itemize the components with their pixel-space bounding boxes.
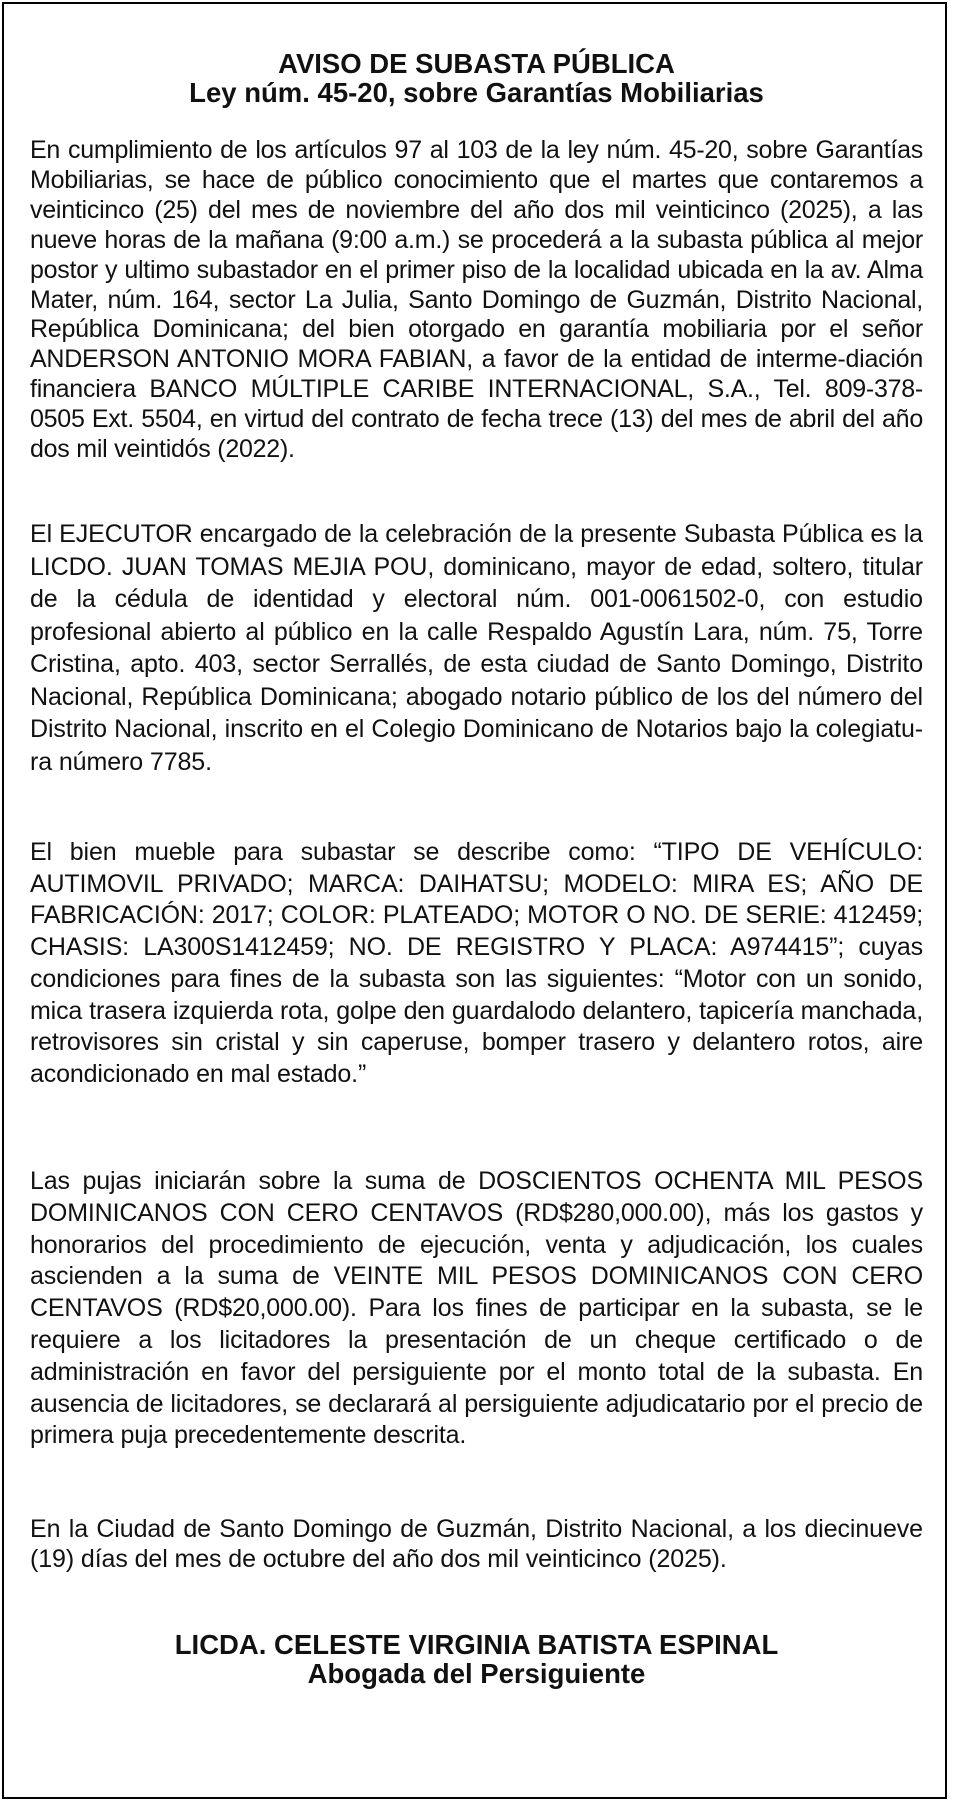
signature-role: Abogada del Persiguiente [307,1658,646,1689]
paragraph-executor: El EJECUTOR encargado de la celebración de la presente Subasta Pública es la LICDO. JUAN TOMAS MEJIA POU, dominicano, mayor de edad, soltero, titular de la cédula de identidad y electoral núm. 001-0061502-0, con estudio profesional abierto al público en la calle Respaldo Agustín Lara, núm. 75, Torre Cristina, apto. 403, sector Serrallés, de esta ciudad de Santo Domingo, Distrito Nacional, República Dominicana; abogado notario público de los del número del Distrito Nacional, inscrito en el Colegio Dominicano de Notarios bajo la colegiatu-ra número 7785. [30,520,923,776]
notice-subtitle: Ley núm. 45-20, sobre Garantías Mobiliarias [189,77,764,108]
signature-block [28,1630,925,1688]
paragraph-auction-announcement: En cumplimiento de los artículos 97 al 103 de la ley núm. 45-20, sobre Garantías Mobiliarias, se hace de público conocimiento que el martes que contaremos a veinticinco (25) del mes de noviembre del año dos mil veinticinco (2025), a las nueve horas de la mañana (9:00 a.m.) se procederá a la subasta pública al mejor postor y ultimo subastador en el primer piso de la localidad ubicada en la av. Alma Mater, núm. 164, sector La Julia, Santo Domingo de Guzmán, Distrito Nacional, República Dominicana; del bien otorgado en garantía mobiliaria por el señor ANDERSON ANTONIO MORA FABIAN, a favor de la entidad de interme-diación financiera BANCO MÚLTIPLE CARIBE INTERNACIONAL, S.A., Tel. 809-378-0505 Ext. 5504, en virtud del contrato de fecha trece (13) del mes de abril del año dos mil veintidós (2022). [30,136,923,464]
notice-header [28,49,925,107]
notice-title: AVISO DE SUBASTA PÚBLICA [278,48,675,79]
signature-name: LICDA. CELESTE VIRGINIA BATISTA ESPINAL [174,1629,779,1660]
paragraph-place-date: En la Ciudad de Santo Domingo de Guzmán, Distrito Nacional, a los diecinueve (19) días del mes de octubre del año dos mil veinticinco (2025). [30,1515,923,1573]
paragraph-bidding-terms: Las pujas iniciarán sobre la suma de DOSCIENTOS OCHENTA MIL PESOS DOMINICANOS CON CERO CENTAVOS (RD$280,000.00), más los gastos y honorarios del procedimiento de ejecución, venta y adjudicación, los cuales ascienden a la suma de VEINTE MIL PESOS DOMINICANOS CON CERO CENTAVOS (RD$20,000.00). Para los fines de participar en la subasta, se le requiere a los licitadores la presentación de un cheque certificado o de administración en favor del persiguiente por el monto total de la subasta. En ausencia de licitadores, se declarará al persiguiente adjudicatario por el precio de primera puja precedentemente descrita. [30,1167,923,1450]
paragraph-vehicle-description: El bien mueble para subastar se describe como: “TIPO DE VEHÍCULO: AUTIMOVIL PRIVADO; MARCA: DAIHATSU; MODELO: MIRA ES; AÑO DE FABRICACIÓN: 2017; COLOR: PLATEADO; MOTOR O NO. DE SERIE: 412459; CHASIS: LA300S1412459; NO. DE REGISTRO Y PLACA: A974415”; cuyas condiciones para fines de la subasta son las siguientes: “Motor con un sonido, mica trasera izquierda rota, golpe den guardalodo delantero, tapicería manchada, retrovisores sin cristal y sin caperuse, bomper trasero y delantero rotos, aire acondicionado en mal estado.” [30,838,923,1088]
